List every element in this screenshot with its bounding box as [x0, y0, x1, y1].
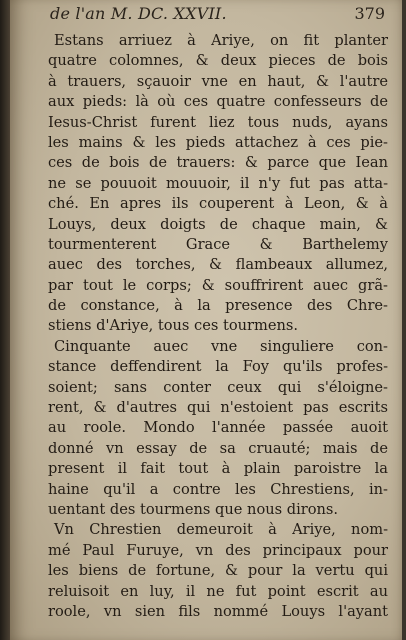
- body-text: [48, 31, 388, 622]
- text-line: roole, vn sien fils nommé Louys l'ayant: [48, 602, 388, 620]
- book-page: [10, 0, 402, 640]
- text-line: stance deffendirent la Foy qu'ils profes-: [48, 358, 388, 376]
- text-line: soient; sans conter ceux qui s'éloigne-: [48, 378, 388, 396]
- text-line: au roole. Mondo l'année passée auoit: [48, 419, 388, 437]
- text-line: present il fait tout à plain paroistre la: [48, 460, 388, 478]
- text-line: Estans arriuez à Ariye, on fit planter: [54, 32, 388, 49]
- text-line: aux pieds: là où ces quatre confesseurs de: [48, 93, 388, 111]
- text-line: ché. En apres ils couperent à Leon, & à: [48, 195, 388, 213]
- text-line: de constance, à la presence des Chre-: [48, 297, 388, 315]
- text-line: les biens de fortune, & pour la vertu qui: [48, 562, 388, 580]
- text-line: reluisoit en luy, il ne fut point escrit au: [48, 582, 388, 600]
- text-line: stiens d'Ariye, tous ces tourmens.: [48, 317, 299, 335]
- running-title: de l'an M. DC. XXVII.: [50, 4, 227, 23]
- page-number: 379: [354, 4, 385, 23]
- text-line: haine qu'il a contre les Chrestiens, in-: [48, 480, 388, 498]
- text-line: ces de bois de trauers: & parce que Iean: [48, 154, 388, 172]
- text-line: tourmenterent Grace & Barthelemy: [48, 235, 388, 253]
- text-line: uentant des tourmens que nous dirons.: [48, 500, 339, 518]
- book-gutter: [0, 0, 10, 640]
- page-header: [50, 4, 385, 26]
- text-line: par tout le corps; & souffrirent auec grã-: [48, 276, 388, 294]
- text-line: Cinquante auec vne singuliere con-: [54, 337, 388, 355]
- text-line: Vn Chrestien demeuroit à Ariye, nom-: [54, 521, 388, 539]
- text-line: à trauers, sçauoir vne en haut, & l'autre: [48, 72, 388, 90]
- text-line: auec des torches, & flambeaux allumez,: [48, 256, 388, 274]
- text-line: mé Paul Furuye, vn des principaux pour: [48, 541, 388, 559]
- text-line: les mains & les pieds attachez à ces pie-: [48, 133, 388, 151]
- text-line: donné vn essay de sa cruauté; mais de: [48, 439, 388, 457]
- text-line: Louys, deux doigts de chaque main, &: [48, 215, 388, 233]
- text-line: rent, & d'autres qui n'estoient pas escrits: [48, 399, 388, 417]
- text-line: ne se pouuoit mouuoir, il n'y fut pas atta-: [48, 174, 388, 192]
- text-line: Iesus-Christ furent liez tous nuds, ayans: [48, 113, 388, 131]
- text-line: quatre colomnes, & deux pieces de bois: [48, 52, 388, 70]
